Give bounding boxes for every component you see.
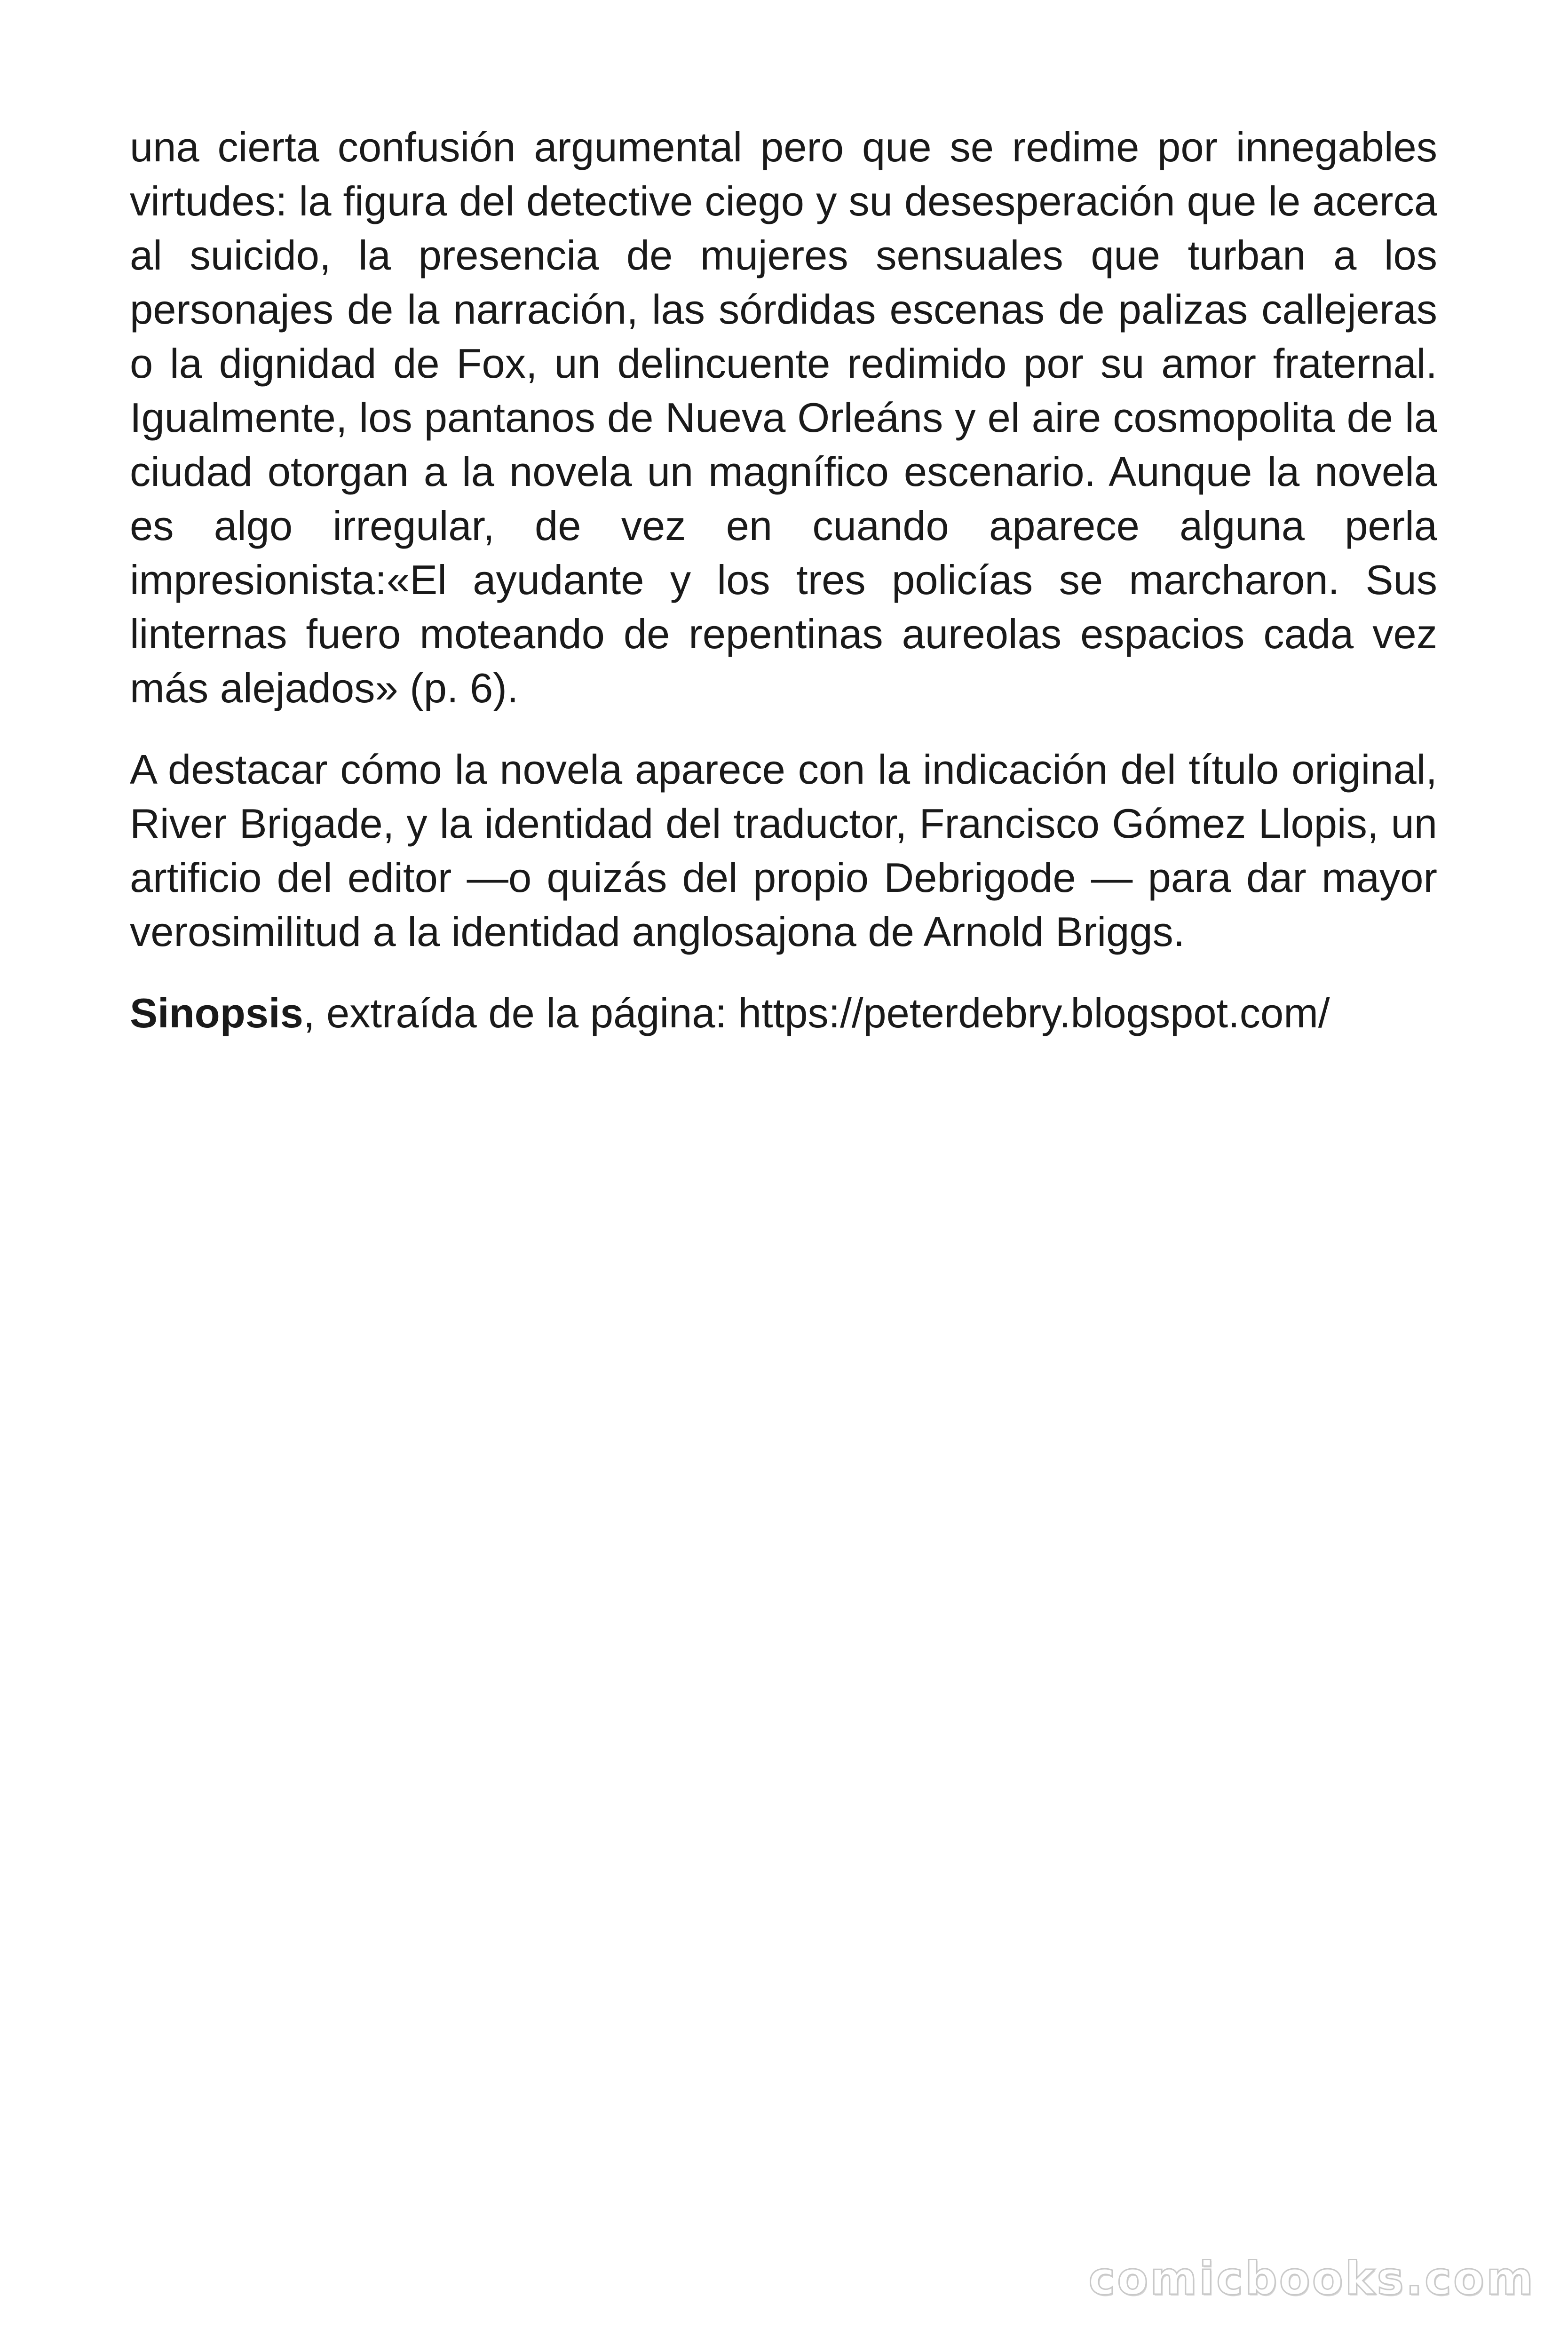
document-page xyxy=(130,120,1437,1040)
source-label: Sinopsis xyxy=(130,990,303,1036)
body-paragraph-1: una cierta confusión argumental pero que se redime por innegables virtudes: la figura del detective ciego y su desesperación que le acerca al suicido, la presencia de mujeres sensuales que turban a los personajes de la narración, las sórdidas escenas de palizas callejeras o la dignidad de Fox, un delincuente redimido por su amor fraternal. Igualmente, los pantanos de Nueva Orleáns y el aire cosmopolita de la ciudad otorgan a la novela un magnífico escenario. Aunque la novela es algo irregular, de vez en cuando aparece alguna perla impresionista:«El ayudante y los tres policías se marcharon. Sus linternas fuero moteando de repentinas aureolas espacios cada vez más alejados» (p. 6). xyxy=(130,124,1437,711)
watermark-logo: comicbooks.com xyxy=(1088,2252,1535,2305)
source-text: , extraída de la página: https://peterdebry.blogspot.com/ xyxy=(303,990,1330,1036)
body-paragraph-2: A destacar cómo la novela aparece con la indicación del título original, River Brigade, y la identidad del traductor, Francisco Gómez Llopis, un artificio del editor —o quizás del propio Debrigode — para dar mayor verosimilitud a la identidad anglosajona de Arnold Briggs. xyxy=(130,746,1437,955)
source-line xyxy=(130,986,1437,1040)
